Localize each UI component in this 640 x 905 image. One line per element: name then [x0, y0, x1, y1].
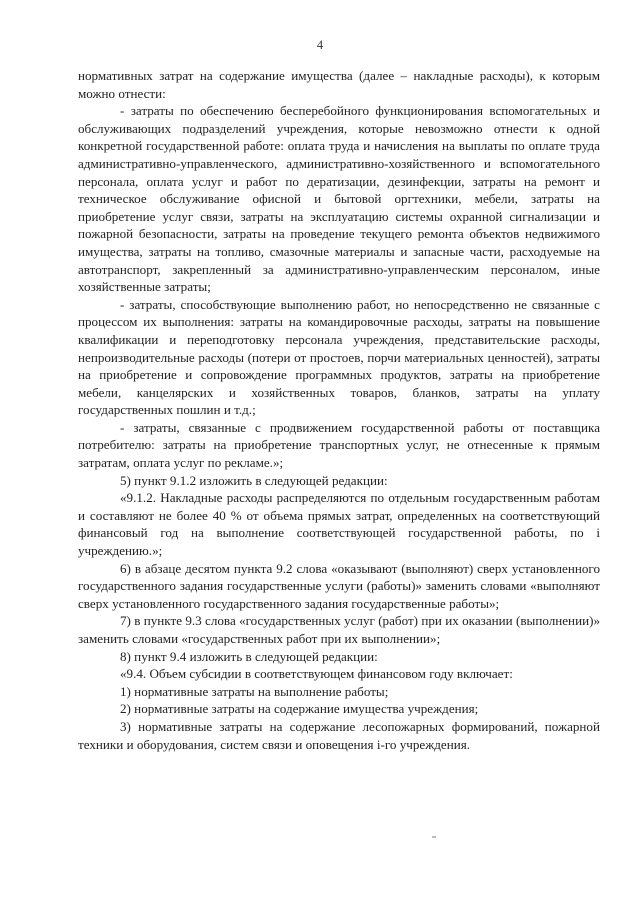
paragraph-item-6: 6) в абзаце десятом пункта 9.2 слова «оказывают (выполняют) сверх установленного государственного задания государственные услуги (работы)» заменить словами «выполняют сверх установленного государственного задания государственные работы»; — [78, 560, 600, 611]
paragraph-continuation: нормативных затрат на содержание имущества (далее – накладные расходы), к которым можно отнести: — [78, 68, 600, 101]
document-body — [78, 67, 600, 753]
paragraph-clause-9-4: «9.4. Объем субсидии в соответствующем финансовом году включает: — [120, 666, 513, 682]
paragraph-overhead-indirect-costs: - затраты, способствующие выполнению работ, но непосредственно не связанные с процессом их выполнения: затраты на командировочные расходы, затраты на повышение квалификации и переподготовку персонала учреждения, представительские расходы, непроизводительные расходы (потери от простоев, порчи материальных ценностей), затраты на приобретение и сопровождение программных продуктов, затраты на приобретение мебели, канцелярских и хозяйственных товаров, бланков, затраты на уплату государственных пошлин и т.д.; — [78, 296, 600, 418]
paragraph-item-8: 8) пункт 9.4 изложить в следующей редакции: — [120, 648, 378, 664]
paragraph-item-5: 5) пункт 9.1.2 изложить в следующей редакции: — [120, 472, 388, 488]
page-number: 4 — [316, 38, 324, 52]
paragraph-subsidy-item-3: 3) нормативные затраты на содержание лесопожарных формирований, пожарной техники и оборудования, систем связи и оповещения i-го учреждения. — [78, 718, 600, 752]
scan-speck — [432, 836, 436, 838]
paragraph-subsidy-item-2: 2) нормативные затраты на содержание имущества учреждения; — [120, 701, 479, 717]
paragraph-overhead-support-costs: - затраты по обеспечению бесперебойного функционирования вспомогательных и обслуживающих подразделений учреждения, которые невозможно отнести к одной конкретной государственной работе: оплата труда и начисления на выплаты по оплате труда административно-управленческого, административно-хозяйственного и вспомогательного персонала, оплата услуг и работ по дератизации, дезинфекции, затраты на ремонт и техническое обслуживание офисной и бытовой оргтехники, мебели, затраты на приобретение услуг связи, затраты на эксплуатацию системы охранной сигнализации и пожарной безопасности, затраты на проведение текущего ремонта объектов недвижимого имущества, затраты на топливо, смазочные материалы и запасные части, расходуемые на автотранспорт, закрепленный за административно-управленческим персоналом, иные хозяйственные затраты; — [78, 103, 600, 295]
paragraph-item-7: 7) в пункте 9.3 слова «государственных услуг (работ) при их оказании (выполнении)» заменить словами «государственных работ при их выполнении»; — [78, 613, 600, 646]
paragraph-clause-9-1-2: «9.1.2. Накладные расходы распределяются по отдельным государственным работам и составляют не более 40 % от объема прямых затрат, определенных на соответствующий финансовый год на выполнение соответствующей государственной работы, по i учреждению.»; — [78, 490, 600, 559]
paragraph-overhead-promotion-costs: - затраты, связанные с продвижением государственной работы от поставщика потребителю: затраты на приобретение транспортных услуг, не отнесенные к прямым затратам, оплата услуг по рекламе.»; — [78, 419, 600, 471]
paragraph-subsidy-item-1: 1) нормативные затраты на выполнение работы; — [120, 683, 389, 699]
